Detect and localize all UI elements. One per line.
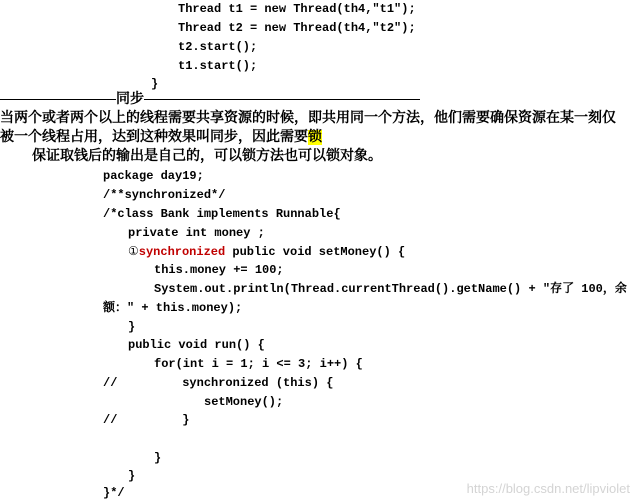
code-println: System.out.println(Thread.currentThread().getName() + "存了 100，余 <box>154 282 627 296</box>
code-close-for: } <box>154 451 162 465</box>
code-call-setmoney: setMoney(); <box>204 395 284 409</box>
paragraph-line-3: 保证取钱后的输出是自己的，可以锁方法也可以锁对象。 <box>32 149 382 164</box>
code-commented-close: // } <box>103 413 190 427</box>
circled-number-marker: ① <box>128 244 139 258</box>
watermark: https://blog.csdn.net/lipviolet <box>466 481 630 496</box>
code-class-bank: /*class Bank implements Runnable{ <box>103 207 341 221</box>
code-setmoney-signature <box>128 242 405 262</box>
section-heading <box>0 91 420 109</box>
code-line-t1-start: t1.start(); <box>178 59 258 73</box>
code-line-thread-t1: Thread t1 = new Thread(th4,"t1"); <box>178 2 416 16</box>
code-for-loop: for(int i = 1; i <= 3; i++) { <box>154 357 363 371</box>
paragraph-line-1: 当两个或者两个以上的线程需要共享资源的时候，即共用同一个方法，他们需要确保资源在某一刻仅 <box>0 111 616 126</box>
synchronized-keyword: synchronized <box>138 245 226 259</box>
heading-rule-left <box>0 99 116 100</box>
code-line-t2-start: t2.start(); <box>178 40 258 54</box>
highlighted-word: 锁 <box>308 130 322 145</box>
code-money-increment: this.money += 100; <box>154 263 284 277</box>
heading-rule-right <box>144 99 420 100</box>
code-line-thread-t2: Thread t2 = new Thread(th4,"t2"); <box>178 21 416 35</box>
paragraph-line-2 <box>0 129 322 147</box>
code-run-signature: public void run() { <box>128 338 265 352</box>
section-title: 同步 <box>116 92 144 107</box>
code-commented-sync-block: // synchronized (this) { <box>103 376 334 390</box>
setmoney-signature-rest: public void setMoney() { <box>225 245 406 259</box>
code-package: package day19; <box>103 169 204 183</box>
code-comment-synchronized: /**synchronized*/ <box>103 188 226 202</box>
code-field-money: private int money ; <box>128 226 265 240</box>
paragraph-line-2-text: 被一个线程占用，达到这种效果叫同步，因此需要 <box>0 130 308 145</box>
code-close-setmoney: } <box>128 320 136 334</box>
code-println-continued: 额：" + this.money); <box>103 301 243 315</box>
code-close-run: } <box>128 469 136 483</box>
code-close-class-comment: }*/ <box>103 486 125 500</box>
code-line-close-brace: } <box>151 77 159 91</box>
